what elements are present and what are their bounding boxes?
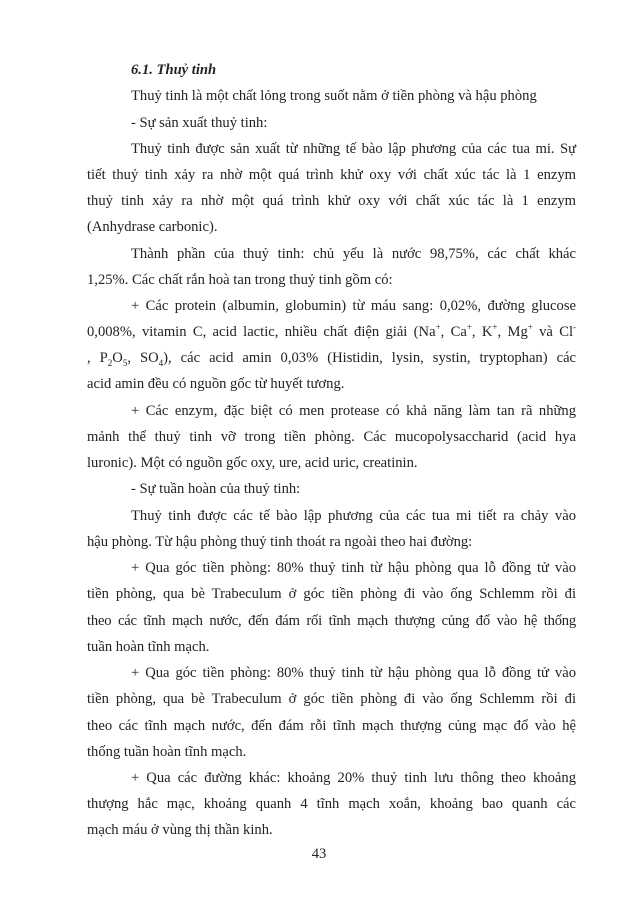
paragraph-line: theo các tĩnh mạch nước, đến đám rỗi tĩnh mạch thượng củng mạc đổ vào hệ [87,718,576,734]
paragraph-line: tiền phòng, qua bè Trabeculum ở góc tiền phòng đi vào ống Schlemm rồi đi [87,691,576,707]
paragraph-line: + Qua các đường khác: khoảng 20% thuỷ tinh lưu thông theo khoảng [131,770,576,786]
paragraph-line: hậu phòng. Từ hậu phòng thuỷ tinh thoát ra ngoài theo hai đường: [87,534,473,550]
paragraph-line: thống tuần hoàn tĩnh mạch. [87,744,247,760]
paragraph-line: + Các enzym, đặc biệt có men protease có khả năng làm tan rã những [131,403,576,419]
paragraph-line: Thuỷ tinh là một chất lỏng trong suốt nằm ở tiền phòng và hậu phòng [131,88,537,104]
section-heading: 6.1. Thuỷ tinh [131,62,217,78]
paragraph-line: thuỷ tinh xảy ra nhờ một quá trình khử oxy với chất xúc tác là 1 enzym [87,193,576,209]
paragraph-line: acid amin đều có nguồn gốc từ huyết tương. [87,376,345,392]
paragraph-line: + Qua góc tiền phòng: 80% thuỷ tinh từ hậu phòng qua lỗ đồng tử vào [131,665,576,681]
paragraph-line: Thuỷ tinh được các tế bào lập phương của các tua mi tiết ra chảy vào [131,508,576,524]
paragraph-line-electrolytes: 0,008%, vitamin C, acid lactic, nhiều chất điện giải (Na+, Ca+, K+, Mg+ và Cl- [87,322,577,340]
paragraph-line: Thành phần của thuỷ tinh: chủ yếu là nước 98,75%, các chất khác [131,246,576,262]
paragraph-line: - Sự sản xuất thuỷ tinh: [131,115,268,131]
paragraph-line: 1,25%. Các chất rắn hoà tan trong thuỷ tinh gồm có: [87,272,393,288]
paragraph-line: mảnh thể thuỷ tinh vỡ trong tiền phòng. Các mucopolysaccharid (acid hya [87,429,576,445]
paragraph-line: + Qua góc tiền phòng: 80% thuỷ tinh từ hậu phòng qua lỗ đồng tử vào [131,560,576,576]
page-number: 43 [311,846,327,862]
paragraph-line: tiền phòng, qua bè Trabeculum ở góc tiền phòng đi vào ống Schlemm rồi đi [87,586,576,602]
paragraph-line: tuần hoàn tĩnh mạch. [87,639,210,655]
paragraph-line: Thuỷ tinh được sản xuất từ những tế bào lập phương của các tua mi. Sự [131,141,576,157]
paragraph-line: thượng hắc mạc, khoảng quanh 4 tĩnh mạch xoắn, khoảng bao quanh các [87,796,576,812]
paragraph-line-compounds: , $P_2O_5$, $SO_4$), các acid amin 0,03% (Histidin, lysin, systin, tryptophan) các [87,350,577,368]
paragraph-line: mạch máu ở vùng thị thần kinh. [87,822,273,838]
paragraph-line: luronic). Một có nguồn gốc oxy, ure, acid uric, creatinin. [87,455,418,471]
paragraph-line: (Anhydrase carbonic). [87,219,218,235]
paragraph-line: theo các tĩnh mạch nước, đến đám rối tĩnh mạch thượng củng đổ vào hệ thống [87,613,576,629]
paragraph-line: tiết thuỷ tinh xảy ra nhờ một quá trình khử oxy với chất xúc tác là 1 enzym [87,167,576,183]
paragraph-line: - Sự tuần hoàn của thuỷ tinh: [131,481,301,497]
paragraph-line: + Các protein (albumin, globumin) từ máu sang: 0,02%, đường glucose [131,298,576,314]
